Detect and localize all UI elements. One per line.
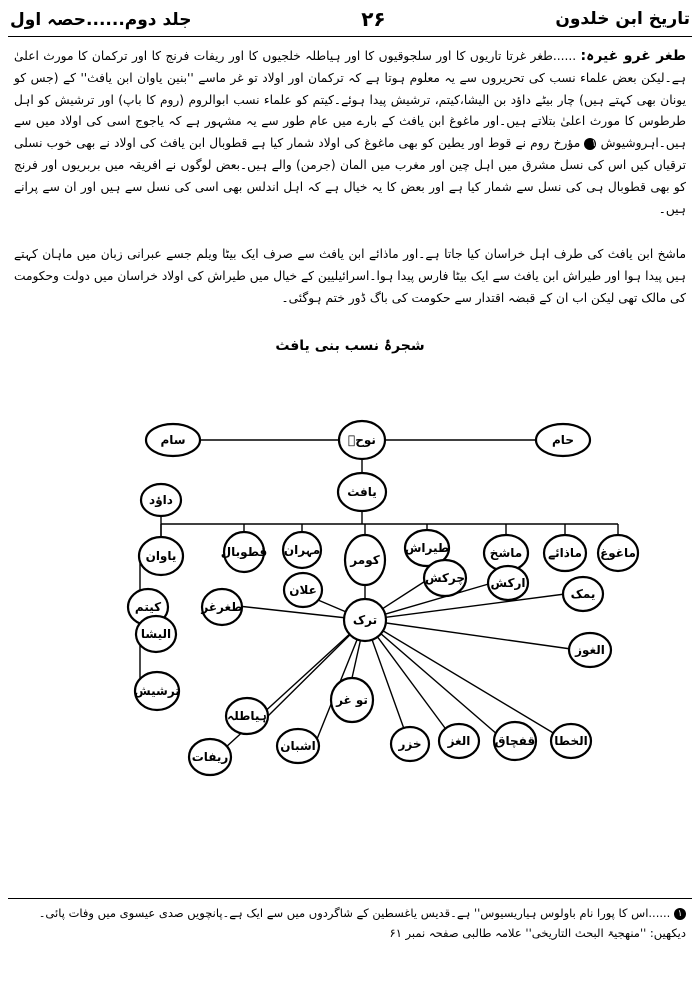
book-title: تاریخ ابن خلدون (555, 9, 690, 29)
tree-node-label: قفچاق (494, 734, 536, 748)
tree-node-ashban (277, 729, 319, 763)
footnote-text: ......اس کا پورا نام باولوس ہیاریسیوس'' ہے۔قدیس یاغسطین کے شاگردوں میں سے ایک ہے۔پانچویں صدی عیسوی میں وفات پائی۔دیکھیں: ''منھجیۃ البحث التاریخی'' علامہ طالبی صفحہ نمبر ۶۱ (38, 906, 686, 940)
tree-node-label: الیشا (140, 627, 172, 641)
volume-label: جلد دوم......حصہ اول (10, 9, 192, 30)
paragraph-text: ......طغر غرتا تاریوں کا اور سلجوقیوں کا اور ہیاطلہ خلجیوں کا اور ریفات فرنج کا اور ترکمان کا مورث اعلیٰ ہے۔لیکن بعض علماء نسب کی تحریروں سے یہ معلوم ہوتا ہے کہ ترکمان اور اولاد تو غر ماسے ''بنین یاوان ابن یافث'' کے (جس کو یونان بھی کہتے ہیں) چار بیٹے داؤد بن الیشا،کیتم، ترشیش پیدا ہوئے۔کیتم کو علماء نسب ابوالروم (روم کا باپ) اور ترشیش کو اہل طرطوس کا مورث اعلیٰ بتلاتے ہیں۔اور ماغوغ ابن یافث کے بارے میں عام طور سے یہ مشہور ہے کہ یاجوج اسی کی اولاد میں سے ہیں۔اہروشیوش (14, 49, 686, 151)
tree-node-label: کومر (350, 553, 380, 567)
tree-node-yamak (563, 577, 603, 611)
tree-node-label: یمک (570, 587, 596, 601)
tree-node-tarshish (134, 672, 180, 710)
tree-node-kumar (345, 535, 385, 585)
tree-node-label: حام (552, 433, 574, 447)
tree-node-maghogh (598, 535, 638, 571)
tree-node-yawan (139, 537, 183, 575)
tree-caption: شجرۂ نسب بنی یافث (275, 338, 425, 354)
tree-node-label: ماذائے (548, 546, 582, 560)
paragraph-text-cont: مؤرخ روم نے قوط اور یطین کو بھی ماغوغ کی اولاد شمار کیا ہے قطوبال ابن یافث کی اولاد نے بھی خوب نسلی ترقیاں کیں اس کی نسل مشرق میں اہل چین اور مغرب میں المان (جرمن) والے ہیں۔بعض لوگوں نے افریقہ میں بربریوں اور فرنج کو بھی قطوبال ہی کی نسل سے شمار کیا ہے اور بعض کا یہ خیال ہے کہ اہل اندلس بھی اسی کی نسل سے ہیں اور ان سے پرانے ہیں۔ (14, 136, 686, 216)
tree-node-label: کیتم (134, 600, 162, 614)
page-number: ۲۶ (361, 7, 386, 31)
tree-node-label: طغرغر (201, 600, 243, 614)
tree-node-label: طیراش (404, 541, 450, 555)
tree-node-qatubal (221, 532, 268, 572)
tree-node-label: ماغوغ (600, 546, 636, 560)
tree-node-label: ریفات (191, 750, 229, 764)
tree-node-label: قطوبال (220, 545, 268, 559)
tree-node-label: الغوز (575, 643, 605, 657)
tree-node-label: ترشیش (134, 684, 180, 698)
tree-node-label: ارکش (490, 576, 526, 590)
tree-node-label: ماشخ (489, 546, 523, 560)
tree-node-label: تو غر (336, 693, 368, 707)
tree-node-label: یافث (347, 485, 377, 499)
tree-node-khazar (391, 727, 429, 761)
tree-node-toghar (331, 678, 373, 722)
tree-node-toghrghar (200, 589, 242, 625)
paragraph-text: ماشخ ابن یافث کی طرف اہل خراسان کیا جاتا ہے۔اور ماذائے ابن یافث سے صرف ایک بیٹا ویلم جسے عبرانی زبان میں ماہان کہتے ہیں پیدا ہوا اور طیراش ابن یافث سے ایک بیٹا فارس پیدا ہوا۔اسرائیلیین کے خیال میں طیراش کی اولاد خراسان میں دولت وحکومت کی مالک تھی لیکن اب ان کے قبضہ اقتدار سے حکومت کی باگ ڈور ختم ہوگئی۔ (14, 247, 686, 305)
tree-node-mahran (283, 532, 321, 568)
tree-node-qifchaq (494, 722, 536, 760)
tree-node-label: سام (160, 433, 186, 447)
tree-node-nuh (339, 421, 385, 459)
tree-node-alghuz (569, 633, 611, 667)
tree-node-label: نوحؑ (348, 433, 376, 447)
tree-node-label: ترک (352, 613, 378, 627)
tree-node-alghaz (439, 724, 479, 758)
tree-node-label: خزر (398, 737, 422, 751)
tree-node-label: الغز (447, 734, 471, 748)
tree-node-alkhata (551, 724, 591, 758)
tree-node-label: داؤد (149, 493, 173, 507)
footnote (14, 903, 686, 943)
tree-node-label: چرکش (424, 571, 466, 585)
tree-node-arkash (488, 566, 528, 600)
tree-node-alan (284, 573, 322, 607)
tree-node-label: یاوان (145, 549, 177, 563)
tree-node-dawud (141, 484, 181, 516)
paragraph-lead: طغر غرو غیرہ: (580, 48, 686, 64)
tree-node-hayatila (226, 698, 268, 734)
tree-node-yafith (338, 473, 386, 511)
tree-node-rifat (189, 739, 231, 775)
tree-node-label: علان (289, 583, 317, 597)
footnote-rule (8, 898, 692, 899)
tree-node-label: ہیاطلہ (227, 709, 267, 723)
footnote-number: ۱ (674, 908, 686, 920)
tree-node-elisha (136, 616, 176, 652)
tree-node-madhai (544, 535, 586, 571)
tree-node-sam (146, 424, 200, 456)
tree-node-label: اشبان (280, 739, 316, 753)
tree-node-ham (536, 424, 590, 456)
footnote-marker: ۱ (584, 138, 596, 150)
tree-node-label: مہران (283, 543, 321, 557)
tree-node-label: الخطا (554, 734, 588, 748)
tree-node-charkash (424, 560, 466, 596)
tree-node-turk (344, 599, 386, 641)
